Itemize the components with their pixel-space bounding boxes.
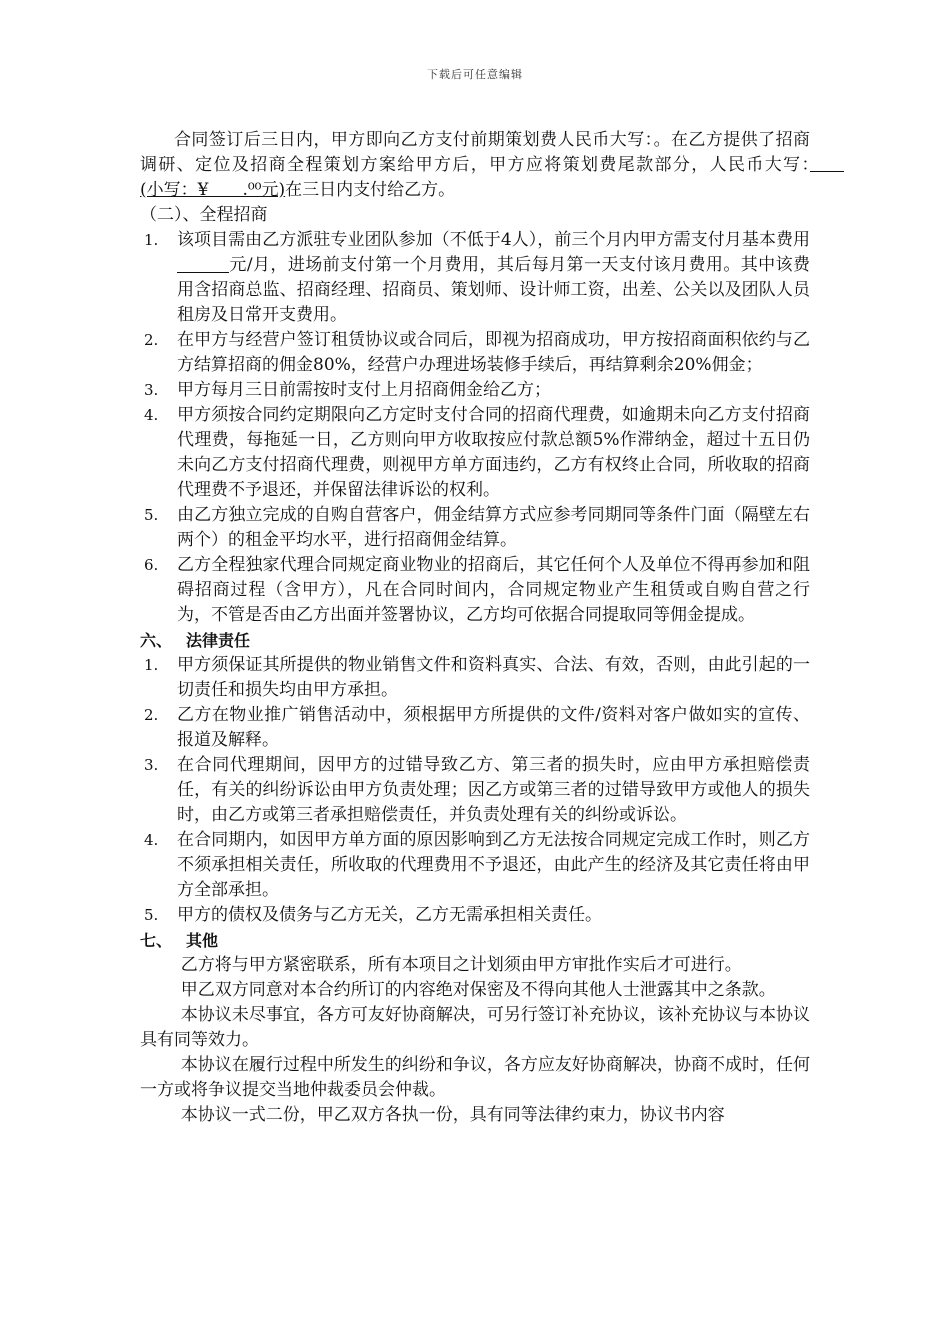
item-text: 甲方的债权及债务与乙方无关，乙方无需承担相关责任。 [177,905,602,925]
section-two-list [140,228,810,628]
section-number: 六、 [140,631,173,650]
item-text: 在甲方与经营户签订租赁协议或合同后，即视为招商成功，甲方按招商面积依约与乙方结算招商的佣金80%，经营户办理进场装修手续后，再结算剩余20%佣金； [177,330,810,375]
item-number: 4. [144,406,159,424]
fee-blank [177,254,229,273]
item-number: 5. [144,906,159,924]
section-title: 其他 [186,931,219,950]
list-item [140,503,810,553]
list-item [140,753,810,828]
payment-line2: 。在乙方提供了招商调研、定位及招商全程策划方案给甲方后，甲方应将策划费尾款部分，人民币大写： [140,130,811,175]
item-number: 6. [144,556,159,574]
list-item [140,378,810,403]
item-text: 由乙方独立完成的自购自营客户，佣金结算方式应参考同期同等条件门面（隔壁左右两个）的租金平均水平，进行招商佣金结算。 [177,505,810,550]
section-six-list [140,653,810,928]
list-item [140,403,810,503]
list-item [140,903,810,928]
item-text: 在合同代理期间，因甲方的过错导致乙方、第三者的损失时，应由甲方承担赔偿责任，有关的纠纷诉讼由甲方负责处理；因乙方或第三者的过错导致甲方或他人的损失时，由乙方或第三者承担赔偿责任，并负责处理有关的纠纷或诉讼。 [177,755,810,825]
payment-suffix: 在三日内支付给乙方。 [285,180,456,200]
item-text: 乙方在物业推广销售活动中，须根据甲方所提供的文件/资料对客户做如实的宣传、报道及解释。 [177,705,810,750]
item-number: 1. [144,231,159,249]
item-number: 3. [144,756,159,774]
list-item [140,328,810,378]
item-text-pre: 该项目需由乙方派驻专业团队参加（不低于4人），前三个月内甲方需支付月基本费用 [177,230,810,250]
section-number: 七、 [140,931,173,950]
item-text: 甲方须按合同约定期限向乙方定时支付合同的招商代理费，如逾期未向乙方支付招商代理费，每拖延一日，乙方则向甲方收取按应付款总额5%作滞纳金，超过十五日仍未向乙方支付招商代理费，则视甲方单方面违约，乙方有权终止合同，所收取的招商代理费不予退还，并保留法律诉讼的权利。 [177,405,810,500]
document-body [140,128,844,1128]
list-item [140,653,810,703]
section-title: 法律责任 [186,631,251,650]
item-text: 乙方全程独家代理合同规定商业物业的招商后，其它任何个人及单位不得再参加和阻碍招商过程（含甲方），凡在合同时间内，合同规定物业产生租赁或自购自营之行为，不管是否由乙方出面并签署协议，乙方均可依据合同提取同等佣金提成。 [177,555,810,625]
item-text: 甲方须保证其所提供的物业销售文件和资料真实、合法、有效，否则，由此引起的一切责任和损失均由甲方承担。 [177,655,810,700]
paragraph: 本协议一式二份，甲乙双方各执一份，具有同等法律约束力，协议书内容 [180,1105,725,1125]
item-text: 甲方每月三日前需按时支付上月招商佣金给乙方； [177,380,551,400]
item-text: 在合同期内，如因甲方单方面的原因影响到乙方无法按合同规定完成工作时，则乙方不须承担相关责任，所收取的代理费用不予退还，由此产生的经济及其它责任将由甲方全部承担。 [177,830,810,900]
list-item [140,828,810,903]
item-number: 3. [144,381,159,399]
paragraph: 乙方将与甲方紧密联系，所有本项目之计划须由甲方审批作实后才可进行。 [180,955,742,975]
item-number: 2. [144,706,159,724]
section-two-title: （二）、全程招商 [140,205,268,225]
section-seven-heading [140,928,810,953]
paragraph: 本协议在履行过程中所发生的纠纷和争议，各方应友好协商解决，协商不成时，任何一方或将争议提交当地仲裁委员会仲裁。 [140,1055,810,1100]
list-item [140,553,810,628]
payment-amount-blank: (小写：¥ .⁰⁰元) [140,155,844,200]
header-note: 下载后可任意编辑 [427,68,523,81]
item-number: 2. [144,331,159,349]
paragraph: 本协议未尽事宜，各方可友好协商解决，可另行签订补充协议，该补充协议与本协议具有同等效力。 [140,1005,810,1050]
payment-paragraph [140,128,844,203]
list-item [140,703,810,753]
item-text-post: 元/月，进场前支付第一个月费用，其后每月第一天支付该月费用。其中该费用含招商总监、招商经理、招商员、策划师、设计师工资，出差、公关以及团队人员租房及日常开支费用。 [177,255,810,325]
item-number: 4. [144,831,159,849]
paragraph: 甲乙双方同意对本合约所订的内容绝对保密及不得向其他人士泄露其中之条款。 [180,980,776,1000]
payment-line1: 合同签订后三日内，甲方即向乙方支付前期策划费人民币大写： [174,130,654,150]
section-six-heading [140,628,810,653]
item-number: 5. [144,506,159,524]
item-number: 1. [144,656,159,674]
list-item [140,228,810,328]
